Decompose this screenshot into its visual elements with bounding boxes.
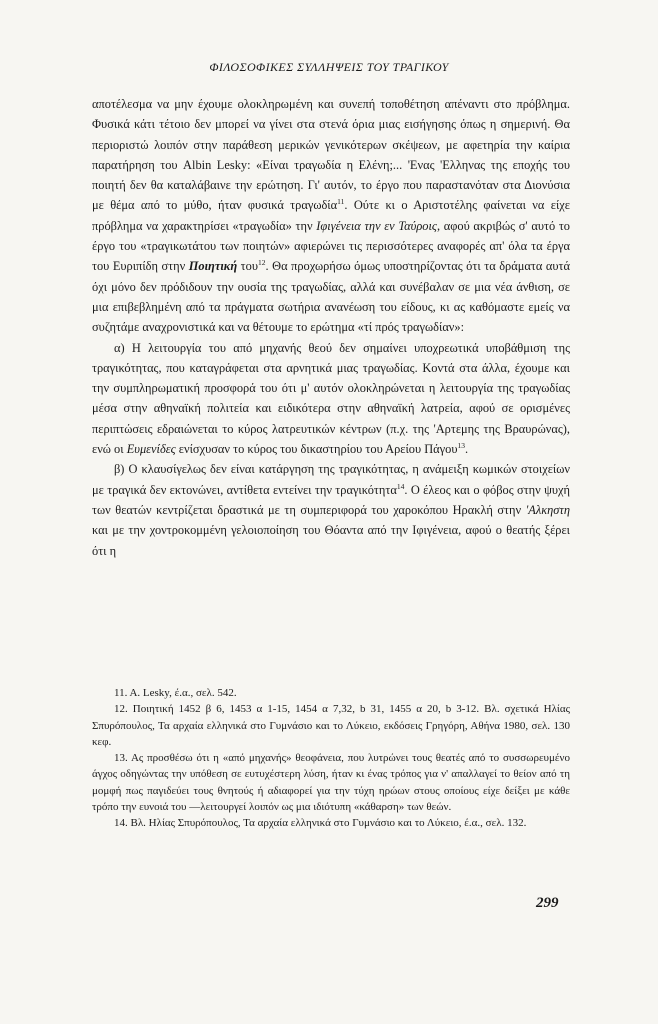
text-span: . Ο έλεος και ο φόβος στην ψυχή των θεατών κεντρίζεται δραστικά με τη συμπεριφορά του χαροκόπου Ηρακλή στην — [92, 482, 570, 517]
paragraph-1 — [92, 94, 570, 338]
main-text — [92, 94, 570, 561]
text-span: β) Ο κλαυσίγελως δεν είναι κατάργηση της τραγικότητας, η ανάμειξη κωμικών στοιχείων με τραγικά δεν εκτονώνει, αντίθετα εντείνει την τραγικότητα — [92, 462, 570, 497]
work-title-eumenides: Ευμενίδες — [126, 442, 176, 457]
paragraph-3 — [92, 459, 570, 560]
text-span: και με την χοντροκομμένη γελοιοποίηση του Θόαντα από την Ιφιγένεια, αφού ο θεατής ξέρει ότι η — [92, 523, 570, 558]
work-title-poetics: Ποιητική — [188, 259, 238, 274]
work-title-iphigenia: Ιφιγένεια την εν Ταύροις — [316, 218, 437, 233]
paragraph-2 — [92, 338, 570, 460]
footnote-ref-13: 13 — [457, 441, 465, 451]
footnotes — [92, 685, 570, 832]
work-title-alcestis: 'Αλκηστη — [525, 502, 570, 517]
text-span: . Θα προχωρήσω όμως υποστηρίζοντας ότι τα δράματα αυτά όχι μόνο δεν πρόδιδουν την ουσία της τραγωδίας, αλλά και συνέβαλαν σε μια νέα άνθιση, σε μια επιβεβλημένη από τα πράγματα σωτήρια ανανέωση του είδους, κι ας καθόμαστε εμείς να συζητάμε αναχρονιστικά και να θέτουμε το ερώτημα «τί πρός τραγωδίαν»: — [92, 259, 570, 335]
footnote-12: 12. Ποιητική 1452 β 6, 1453 α 1-15, 1454 α 7,32, b 31, 1455 α 20, b 3-12. Βλ. σχετικά Ηλίας Σπυρόπουλος, Τα αρχαία ελληνικά στο Γυμνάσιο και το Λύκειο, εκδόσεις Γρηγόρη, Αθήνα 1980, σελ. 130 κεφ. — [92, 703, 570, 748]
footnote-11: 11. A. Lesky, έ.α., σελ. 542. — [114, 687, 237, 699]
text-span: , αφού ακριβώς σ' αυτό το έργο του «τραγικωτάτου των ποιητών» αφιερώνει τις περισσότερες αναφορές απ' όλα τα έργα του Ευριπίδη στην — [92, 218, 571, 274]
text-span: . Ούτε κι ο Αριστοτέλης φαίνεται να είχε πρόβλημα να χαρακτηρίσει «τραγωδία» την — [92, 198, 570, 233]
page-number: 299 — [536, 895, 559, 911]
text-span: ενίσχυσαν το κύρος του δικαστηρίου του Αρείου Πάγου — [175, 442, 458, 457]
text-span: αποτέλεσμα να μην έχουμε ολοκληρωμένη και συνεπή τοποθέτηση απέναντι στο πρόβλημα. Φυσικά κάτι τέτοιο δεν μπορεί να γίνει στα στενά όρια μιας εισήγησης όπως η σημερινή. Θα περιοριστώ λοιπόν στην παράθεση μερικών γενικότερων σκέψεων, με αφετηρία την καίρια παρατήρηση του Albin Lesky: «Είναι τραγωδία η Ελένη;... 'Ενας 'Ελληνας της εποχής του ποιητή δεν θα καταλάβαινε την ερώτηση. Γι' αυτόν, το έργο που παραστανόταν στα Διονύσια με θέμα από το μύθο, ήταν φυσικά τραγωδία — [92, 97, 570, 213]
text-span: α) Η λειτουργία του από μηχανής θεού δεν σημαίνει υποχρεωτικά υποβάθμιση της τραγικότητας, που καταγράφεται στα αρνητικά μιας τραγωδίας. Κοντά στα άλλα, έχουμε και την συμπληρωματική προσφορά του ότι μ' αυτόν ολοκληρώνεται η λειτουργία της τραγωδίας μέσα στην αθηναϊκή πολιτεία και ειδικότερα στην αθηναϊκή λατρεία, αφού σε ορισμένες περιπτώσεις εδραιώνεται το κύρος λατρευτικών κέντρων (π.χ. της 'Αρτεμης της Βραυρώνας), ενώ οι — [92, 340, 570, 457]
footnote-ref-14: 14 — [396, 481, 405, 491]
footnote-14: 14. Βλ. Ηλίας Σπυρόπουλος, Τα αρχαία ελληνικά στο Γυμνάσιο και το Λύκειο, έ.α., σελ. 132. — [114, 817, 527, 830]
footnote-ref-12: 12 — [258, 258, 266, 268]
text-span: του — [237, 259, 258, 274]
running-head-title: ΦΙΛΟΣΟΦΙΚΕΣ ΣΥΛΛΗΨΕΙΣ ΤΟΥ ΤΡΑΓΙΚΟΥ — [209, 60, 449, 74]
text-span: . — [464, 442, 469, 457]
footnote-13: 13. Ας προσθέσω ότι η «από μηχανής» θεοφάνεια, που λυτρώνει τους θεατές από το συσσωρευμένο άγχος οδηγώντας την υπόθεση σε ευτυχέστερη λύση, ήταν κι ένας τρόπος για ν' απαλλαγεί το θείον από τη μομφή πως παγιδεύει τους θνητούς ή αδιαφορεί για την τύχη ηρώων στους οποίους είχε δείξει με κάθε τρόπο την ευνοιά του —λειτουργεί λοιπόν ως μια ιδιότυπη «κάθαρση» των θεών. — [92, 752, 570, 814]
footnote-ref-11: 11 — [337, 197, 345, 207]
